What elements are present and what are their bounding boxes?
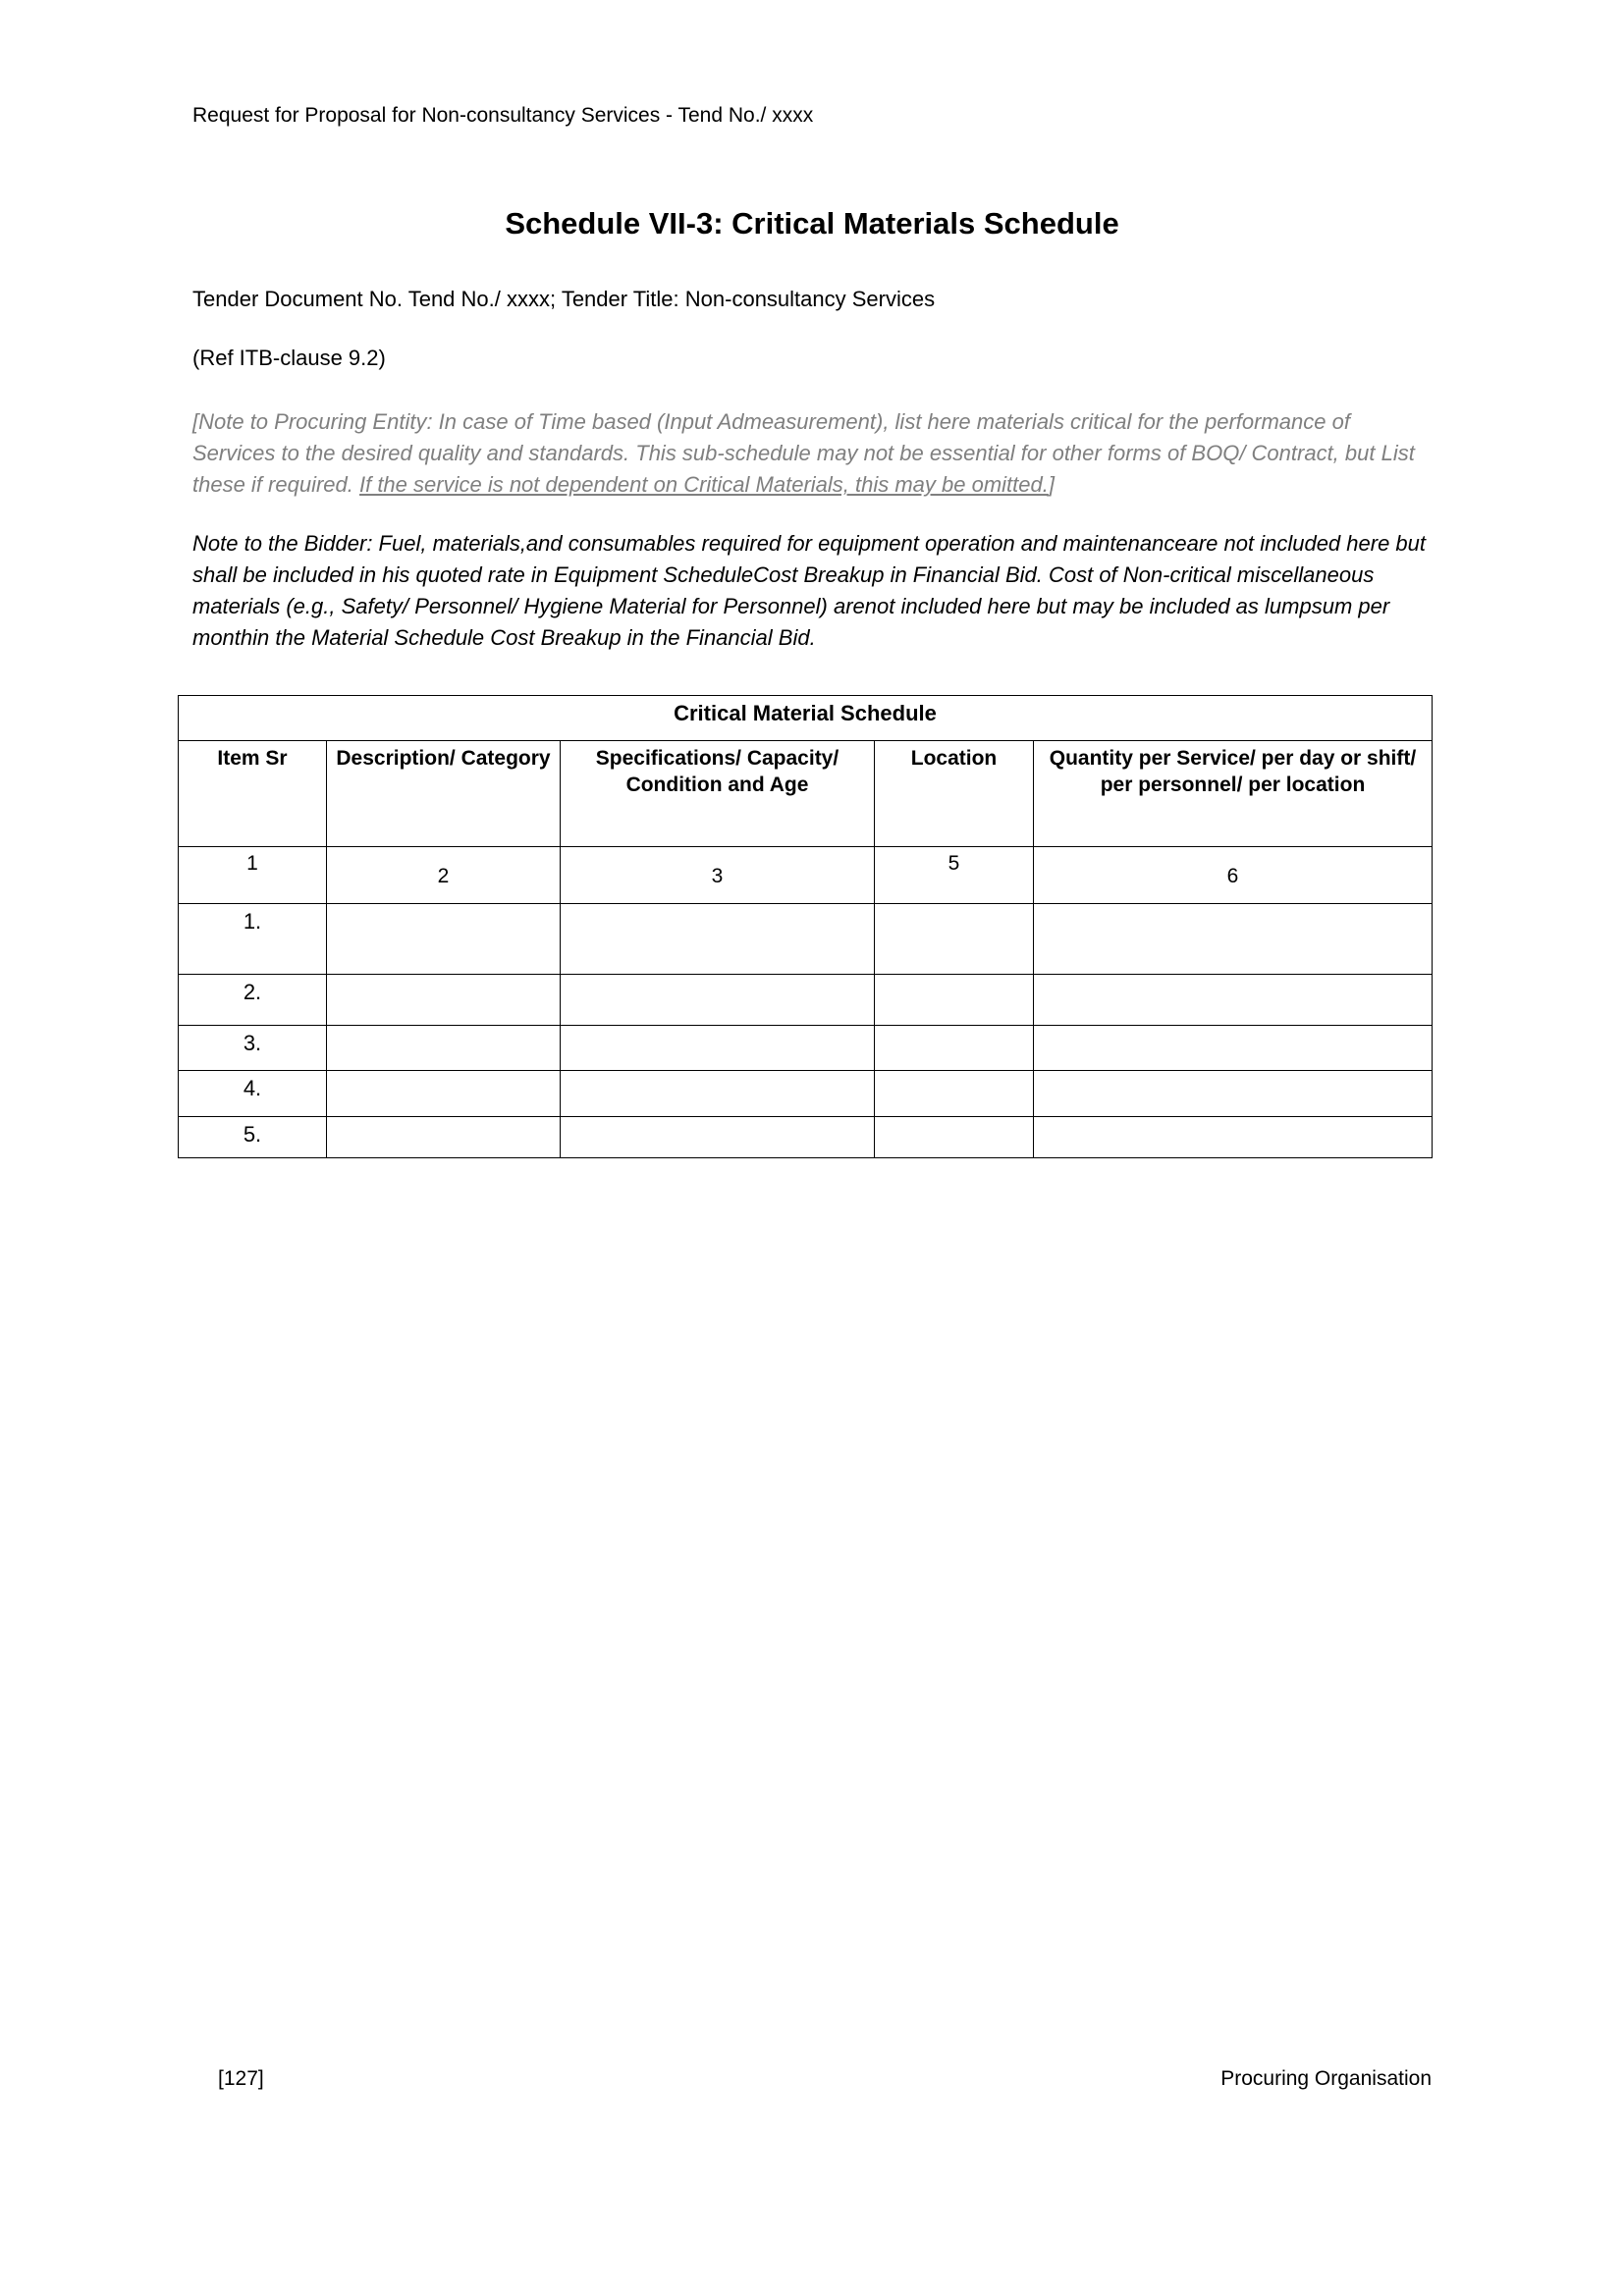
itb-clause-reference: (Ref ITB-clause 9.2) [192,346,386,371]
row-description-cell [327,1025,561,1070]
row-location-cell [875,903,1034,974]
table-column-number-row [179,846,1433,903]
row-location-cell [875,1116,1034,1157]
page-content [192,102,1432,1158]
col-header-item-sr: Item Sr [179,740,327,846]
row-specifications-cell [561,1025,875,1070]
col-number-5: 5 [875,846,1034,903]
page-footer [218,2067,1432,2091]
footer-organisation: Procuring Organisation [1220,2067,1432,2090]
col-header-description-category: Description/ Category [327,740,561,846]
row-quantity-cell [1034,903,1433,974]
tender-document-line: Tender Document No. Tend No./ xxxx; Tender Title: Non-consultancy Services [192,287,936,312]
procuring-entity-note-main: [Note to Procuring Entity: In case of Time based (Input Admeasurement), list here materials critical for the performance of Services to the desired quality and standards. This sub-schedule may not be essential for other forms of BOQ/ Contract, but List these if required. [192,409,1415,498]
procuring-entity-note-closing: ] [1048,472,1055,498]
critical-material-schedule-table [178,695,1433,1158]
table-row [179,1116,1433,1157]
col-number-2: 2 [327,846,561,903]
procuring-entity-note-underlined: If the service is not dependent on Critical Materials, this may be omitted. [358,472,1049,498]
row-specifications-cell [561,903,875,974]
table-row [179,1025,1433,1070]
row-item-sr: 2. [179,974,327,1025]
document-header: Request for Proposal for Non-consultancy Services - Tend No./ xxxx [192,104,814,127]
col-number-6: 6 [1034,846,1433,903]
table-title-row [179,695,1433,740]
col-header-quantity: Quantity per Service/ per day or shift/ per personnel/ per location [1034,740,1433,846]
table-row [179,1070,1433,1116]
table-row [179,974,1433,1025]
row-description-cell [327,903,561,974]
row-quantity-cell [1034,974,1433,1025]
table-row [179,903,1433,974]
row-quantity-cell [1034,1070,1433,1116]
row-description-cell [327,974,561,1025]
col-header-location: Location [875,740,1034,846]
row-specifications-cell [561,1116,875,1157]
table-title: Critical Material Schedule [179,695,1433,740]
row-quantity-cell [1034,1116,1433,1157]
row-location-cell [875,974,1034,1025]
row-description-cell [327,1116,561,1157]
row-location-cell [875,1025,1034,1070]
row-item-sr: 5. [179,1116,327,1157]
row-specifications-cell [561,1070,875,1116]
row-specifications-cell [561,974,875,1025]
bidder-note: Note to the Bidder: Fuel, materials,and consumables required for equipment operation and maintenanceare not included here but shall be included in his quoted rate in Equipment ScheduleCost Breakup in Financial Bid. Cost of Non-critical miscellaneous materials (e.g., Safety/ Personnel/ Hygiene Material for Personnel) arenot included here but may be included as lumpsum per monthin the Material Schedule Cost Breakup in the Financial Bid. [192,531,1426,650]
col-number-1: 1 [179,846,327,903]
page-title: Schedule VII-3: Critical Materials Schedule [505,206,1119,241]
table-column-header-row [179,740,1433,846]
row-item-sr: 4. [179,1070,327,1116]
procuring-entity-note [192,406,1432,501]
row-item-sr: 1. [179,903,327,974]
col-header-specifications: Specifications/ Capacity/ Condition and Age [561,740,875,846]
row-location-cell [875,1070,1034,1116]
row-item-sr: 3. [179,1025,327,1070]
row-quantity-cell [1034,1025,1433,1070]
page-number: [127] [218,2067,264,2090]
row-description-cell [327,1070,561,1116]
col-number-3: 3 [561,846,875,903]
